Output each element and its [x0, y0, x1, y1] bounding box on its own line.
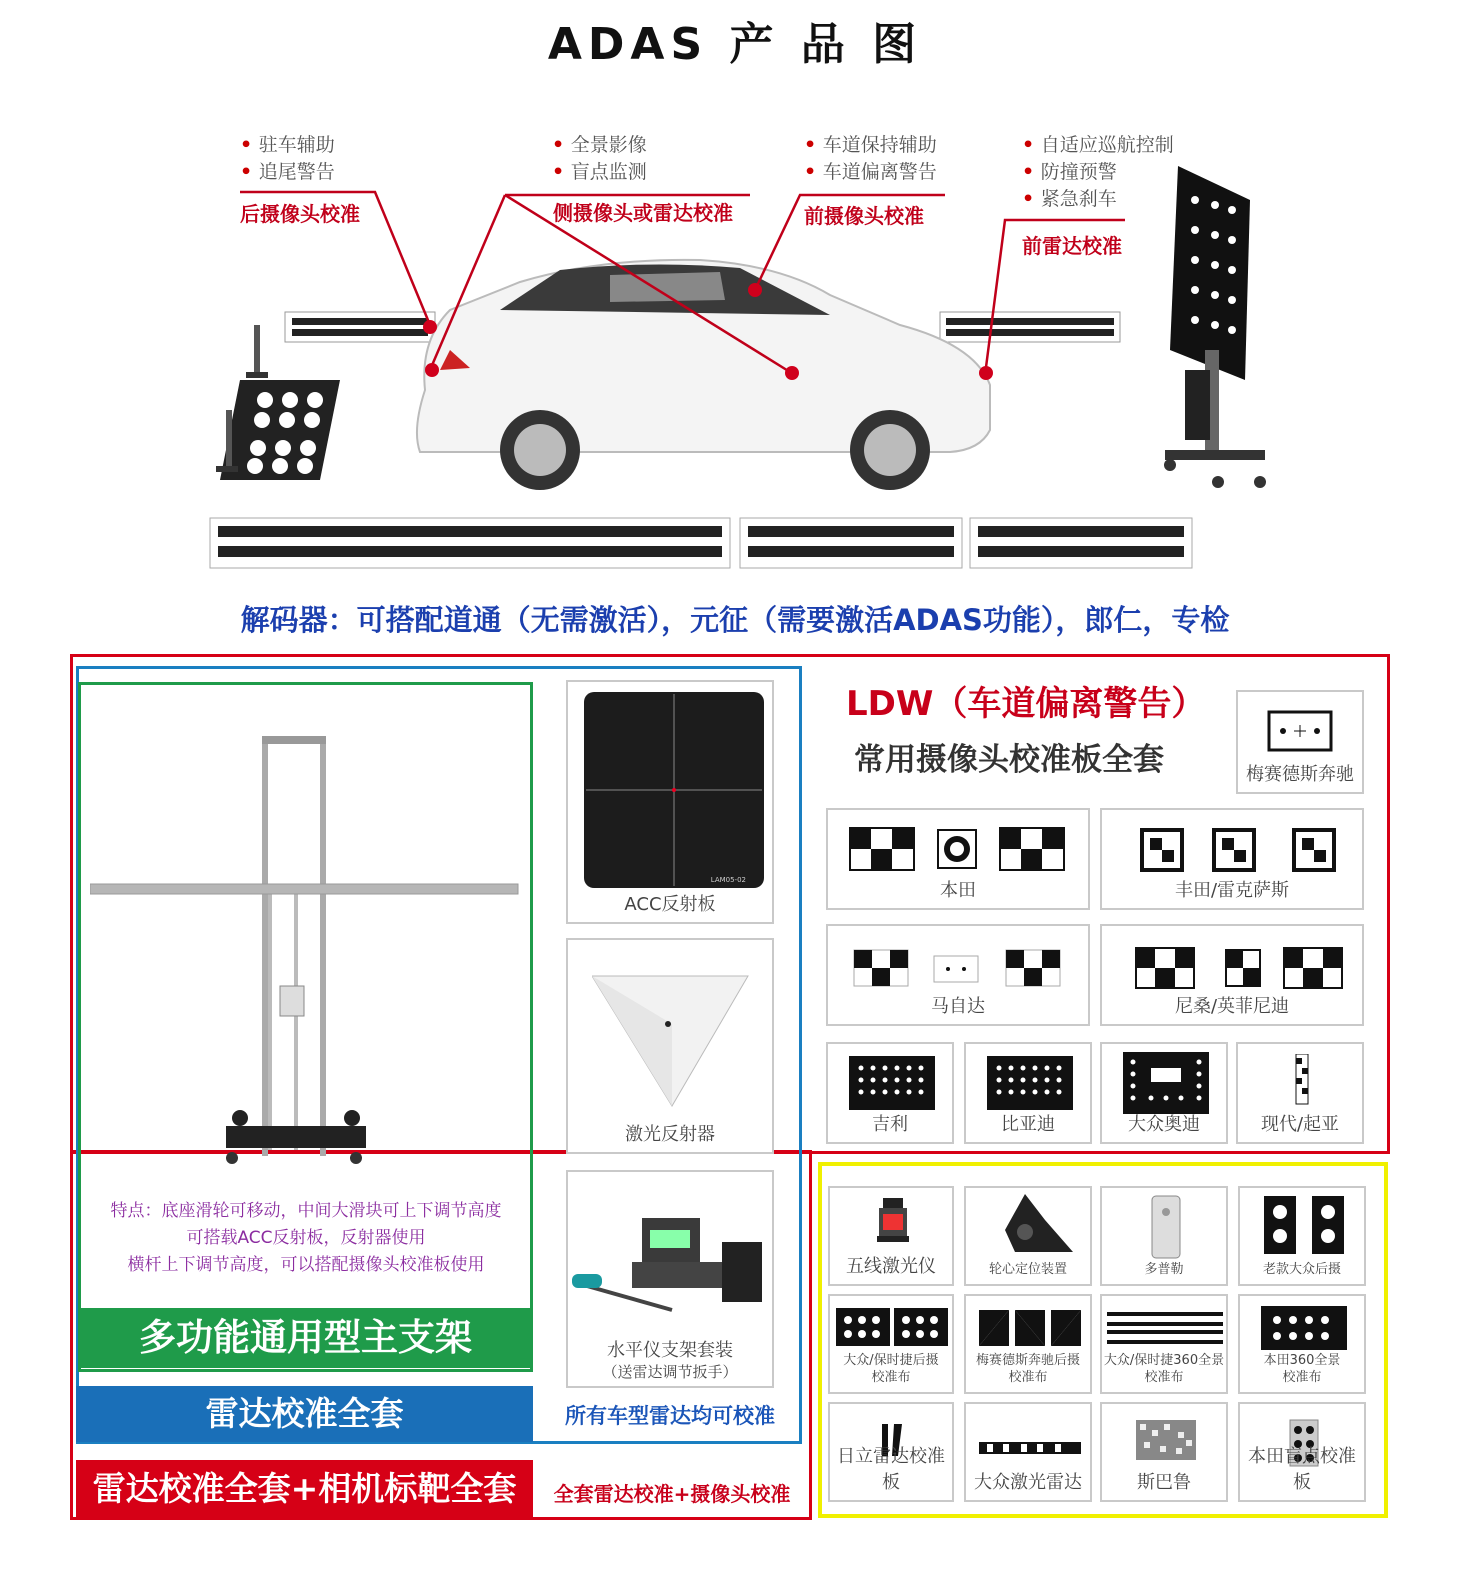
acc-reflector-label: ACC反射板 — [624, 894, 716, 915]
accessory-card-subaru — [1100, 1402, 1228, 1502]
front-radar-calibration-label: 前雷达校准 — [1022, 234, 1122, 258]
geely-board-image — [847, 1056, 937, 1112]
accessory-card-honda-360 — [1238, 1294, 1366, 1394]
decoder-note: 解码器：可搭配道通（无需激活），元征（需要激活ADAS功能），郎仁，专检 — [240, 603, 1230, 637]
byd-board-image — [985, 1056, 1075, 1112]
accessory-label: 大众/保时捷360全景 校准布 — [1103, 1353, 1225, 1385]
front-cam-feature-list — [804, 132, 937, 186]
accessory-card-wheel-clamp — [964, 1186, 1092, 1286]
board-label: 尼桑/英菲尼迪 — [1174, 996, 1290, 1017]
accessory-label: 大众激光雷达 — [974, 1472, 1082, 1493]
honda-360-image — [1259, 1304, 1349, 1352]
radar-kit-note: 所有车型雷达均可校准 — [565, 1404, 775, 1428]
radar-target-stand — [1164, 166, 1266, 488]
accessory-card-vw-lidar — [964, 1402, 1092, 1502]
feature-item: • 盲点监测 — [552, 159, 647, 186]
side-feature-list — [552, 132, 647, 186]
accessory-card-vw-porsche-rear — [828, 1294, 954, 1394]
side-calibration-label: 侧摄像头或雷达校准 — [553, 201, 733, 225]
accessory-label: 五线激光仪 — [846, 1256, 936, 1277]
vw-audi-board-image — [1121, 1052, 1211, 1114]
stand-feature-line: 可搭载ACC反射板，反射器使用 — [186, 1228, 426, 1248]
full-kit-note: 全套雷达校准+摄像头校准 — [553, 1482, 791, 1506]
board-card-mercedes — [1236, 690, 1364, 794]
doppler-image — [1146, 1192, 1186, 1262]
accessory-card-vw-porsche-360 — [1100, 1294, 1228, 1394]
rear-mat — [216, 325, 340, 480]
accessory-label: 老款大众后摄 — [1262, 1262, 1341, 1277]
laser-reflector-card — [566, 938, 774, 1154]
ldw-heading: LDW（车道偏离警告） — [846, 684, 1206, 724]
board-card-hyundai-kia — [1236, 1042, 1364, 1144]
accessory-card-honda-blind-spot — [1238, 1402, 1366, 1502]
accessory-label: 日立雷达校准板 — [837, 1446, 945, 1493]
vw-porsche-rear-image — [834, 1306, 950, 1350]
accessory-card-hitachi-radar — [828, 1402, 954, 1502]
hyundai-kia-board-image — [1292, 1054, 1312, 1108]
full-kit-banner: 雷达校准全套+相机标靶全套 — [76, 1460, 533, 1518]
level-stand-card — [566, 1170, 774, 1388]
car-illustration — [417, 260, 990, 490]
front-radar-feature-list — [1022, 132, 1174, 213]
accessory-label: 本田盲点校准板 — [1248, 1446, 1356, 1493]
accessory-label: 梅赛德斯奔驰后摄 校准布 — [975, 1353, 1080, 1385]
toyota-board-image — [1114, 824, 1354, 874]
subaru-board-image — [1134, 1418, 1198, 1462]
acc-reflector-image — [570, 686, 770, 896]
acc-board-code: LAM05-02 — [710, 876, 746, 884]
accessory-label: 大众/保时捷后摄 校准布 — [843, 1353, 939, 1385]
stand-banner: 多功能通用型主支架 — [78, 1308, 533, 1368]
board-label: 丰田/雷克萨斯 — [1174, 880, 1290, 901]
level-stand-sublabel: （送雷达调节扳手） — [602, 1363, 738, 1381]
ldw-subheading: 常用摄像头校准板全套 — [854, 742, 1164, 778]
accessory-label: 多普勒 — [1144, 1262, 1184, 1277]
level-stand-label: 水平仪支架套装 — [607, 1340, 733, 1361]
feature-item: • 追尾警告 — [240, 159, 335, 186]
front-cam-calibration-label: 前摄像头校准 — [804, 204, 924, 228]
page-title: ADAS 产 品 图 — [547, 19, 923, 70]
accessory-label: 轮心定位装置 — [988, 1262, 1067, 1277]
laser-reflector-label: 激光反射器 — [625, 1124, 715, 1145]
rear-calibration-label: 后摄像头校准 — [240, 202, 360, 226]
board-label: 本田 — [940, 880, 976, 901]
board-label: 吉利 — [872, 1114, 908, 1135]
feature-item: • 驻车辅助 — [240, 132, 335, 159]
accessory-label: 本田360全景 校准布 — [1263, 1353, 1341, 1385]
diagram-graphic — [0, 110, 1470, 590]
board-label: 大众奥迪 — [1128, 1114, 1200, 1135]
nissan-board-image — [1114, 944, 1354, 994]
laser-reflector-image — [592, 970, 752, 1110]
board-card-byd — [964, 1042, 1092, 1144]
feature-item: • 紧急刹车 — [1022, 186, 1174, 213]
wheel-clamp-image — [985, 1190, 1075, 1260]
feature-item: • 车道偏离警告 — [804, 159, 937, 186]
board-card-nissan — [1100, 924, 1364, 1026]
mercedes-board-image — [1267, 710, 1337, 754]
board-label: 比亚迪 — [1001, 1114, 1055, 1135]
vw-porsche-360-image — [1105, 1308, 1225, 1348]
accessory-card-mercedes-rear — [964, 1294, 1092, 1394]
feature-item: • 自适应巡航控制 — [1022, 132, 1174, 159]
mercedes-rear-image — [975, 1308, 1085, 1348]
rear-feature-list — [240, 132, 335, 186]
adas-diagram — [0, 110, 1470, 590]
radar-kit-banner: 雷达校准全套 — [76, 1386, 533, 1442]
level-stand-image — [572, 1212, 772, 1332]
accessory-card-doppler — [1100, 1186, 1228, 1286]
stand-feature-line: 特点：底座滑轮可移动，中间大滑块可上下调节高度 — [110, 1201, 502, 1221]
board-card-mazda — [826, 924, 1090, 1026]
stand-feature-line: 横杆上下调节高度，可以搭配摄像头校准板使用 — [127, 1255, 485, 1275]
accessory-card-laser-level — [828, 1186, 954, 1286]
board-card-toyota — [1100, 808, 1364, 910]
old-vw-rear-image — [1254, 1192, 1354, 1260]
board-card-geely — [826, 1042, 954, 1144]
feature-item: • 防撞预警 — [1022, 159, 1174, 186]
accessory-card-old-vw-rear — [1238, 1186, 1366, 1286]
stand-feature-text — [82, 1198, 530, 1279]
floor-strips — [210, 518, 1192, 568]
honda-board-image — [840, 824, 1080, 874]
board-label: 梅赛德斯奔驰 — [1246, 764, 1354, 785]
vw-lidar-image — [975, 1438, 1085, 1458]
board-label: 马自达 — [931, 996, 985, 1017]
board-card-vw-audi — [1100, 1042, 1228, 1144]
board-card-honda — [826, 808, 1090, 910]
acc-reflector-card — [566, 680, 774, 924]
board-label: 现代/起亚 — [1260, 1114, 1340, 1135]
main-stand-image — [90, 700, 520, 1180]
accessory-label: 斯巴鲁 — [1137, 1472, 1191, 1493]
feature-item: • 全景影像 — [552, 132, 647, 159]
mazda-board-image — [840, 944, 1080, 994]
laser-level-image — [873, 1194, 913, 1248]
feature-item: • 车道保持辅助 — [804, 132, 937, 159]
